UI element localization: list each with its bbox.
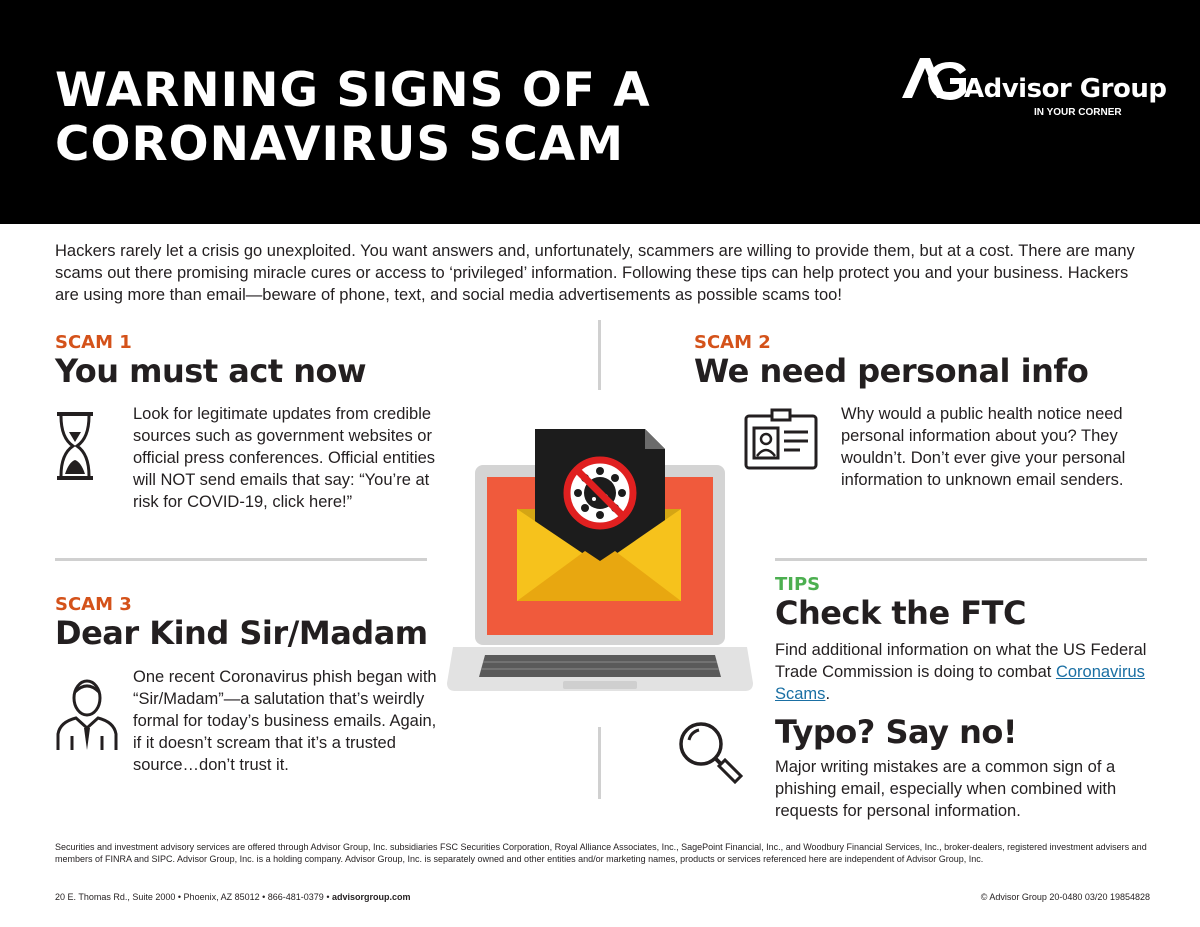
tips-body-end: .	[825, 685, 831, 703]
tips-body-text: Find additional information on what the US Federal Trade Commission is doing to combat	[775, 641, 1147, 681]
scam1-title: You must act now	[55, 352, 367, 390]
magnifier-icon	[677, 720, 745, 784]
footer-copyright: © Advisor Group 20-0480 03/20 19854828	[980, 892, 1150, 902]
ag-logo-mark-icon	[898, 54, 968, 106]
scam3-label: SCAM 3	[55, 594, 132, 615]
scam2-label: SCAM 2	[694, 332, 771, 353]
scam3-body: One recent Coronavirus phish began with “Sir/Madam”—a salutation that’s weirdly formal for today’s business emails. Again, if it doesn’t scream that it’s a trusted source…don’t trust it.	[133, 668, 437, 774]
footer-website-link[interactable]: advisorgroup.com	[331, 892, 411, 902]
intro-paragraph: Hackers rarely let a crisis go unexploited. You want answers and, unfortunately, scammers are willing to provide them, but at a cost. There are many scams out there promising miracle cures or access to ‘privileged’ information. Following these tips can help protect you and your business. Hackers are using more than email—beware of phone, text, and social media advertisements as possible scams too!	[55, 242, 1135, 304]
scam1-label: SCAM 1	[55, 332, 132, 353]
header-banner	[0, 0, 1200, 224]
divider-left	[55, 558, 427, 561]
footer-legal-disclaimer: Securities and investment advisory services are offered through Advisor Group, Inc. subsidiaries FSC Securities Corporation, Royal Alliance Associates, Inc., SagePoint Financial, Inc., and Woodbury Financial Services, Inc., broker-dealers, registered investment advisers and members of FINRA and SIPC. Advisor Group, Inc. is a holding company. Advisor Group, Inc. is separately owned and other entities and/or marketing names, products or services referenced here are independent of Advisor Group, Inc.	[55, 842, 1147, 864]
hourglass-icon	[55, 410, 95, 482]
advisor-group-logo	[898, 54, 1167, 124]
person-icon	[54, 676, 120, 752]
tips-label: TIPS	[775, 574, 821, 595]
scam1-body: Look for legitimate updates from credible sources such as government websites or official press conferences. Official entities will NOT send emails that say: “You’re at risk for COVID-19, click here!”	[133, 405, 436, 511]
divider-top-center	[598, 320, 601, 390]
title-line-2: CORONAVIRUS SCAM	[55, 117, 625, 172]
laptop-email-virus-icon	[445, 425, 755, 695]
scam2-body: Why would a public health notice need personal information about you? They wouldn’t. Don’t ever give your personal information to unknown email senders.	[841, 405, 1126, 489]
logo-name: Advisor Group	[964, 74, 1167, 104]
footer-contact	[55, 892, 411, 902]
divider-bottom-center	[598, 727, 601, 799]
title-line-1: WARNING SIGNS OF A	[55, 63, 651, 118]
tips-body	[775, 639, 1150, 705]
id-card-icon	[744, 408, 818, 470]
coronavirus-scams-link[interactable]: Coronavirus Scams	[775, 663, 1145, 703]
page-title	[55, 64, 651, 172]
typo-title: Typo? Say no!	[775, 713, 1017, 751]
tips-title: Check the FTC	[775, 594, 1026, 632]
scam2-title: We need personal info	[694, 352, 1089, 390]
typo-body: Major writing mistakes are a common sign of a phishing email, especially when combined with requests for personal information.	[775, 758, 1117, 820]
logo-tagline: IN YOUR CORNER	[1034, 107, 1122, 118]
divider-right	[775, 558, 1147, 561]
scam3-title: Dear Kind Sir/Madam	[55, 614, 428, 652]
footer-address: 20 E. Thomas Rd., Suite 2000 • Phoenix, AZ 85012 • 866-481-0379 •	[55, 892, 330, 902]
